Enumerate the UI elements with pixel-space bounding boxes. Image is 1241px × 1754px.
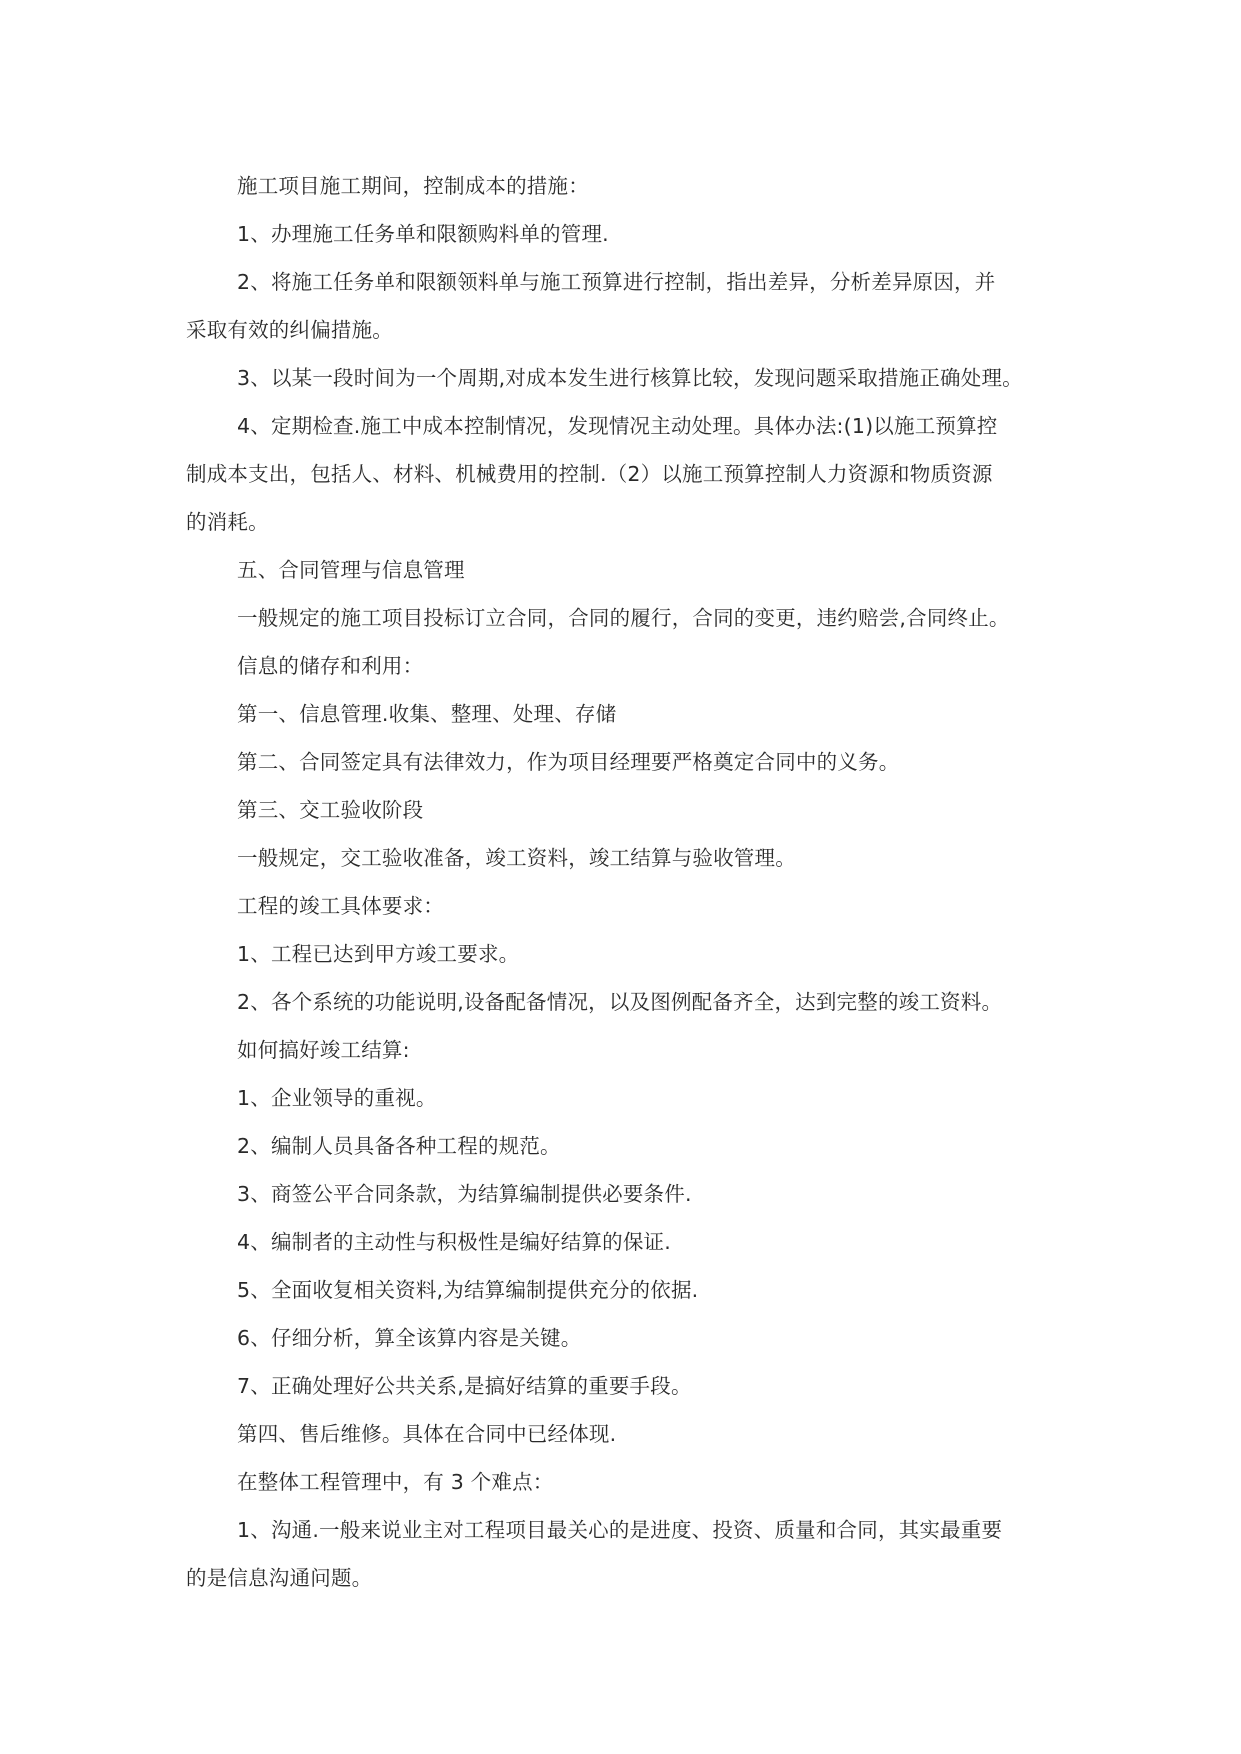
paragraph xyxy=(186,786,1066,834)
paragraph xyxy=(186,1218,1066,1266)
paragraph xyxy=(186,1314,1066,1362)
paragraph xyxy=(186,402,1066,546)
paragraph xyxy=(186,642,1066,690)
text-line: 的是信息沟通问题。 xyxy=(186,1566,373,1590)
text-line: 4、定期检查.施工中成本控制情况，发现情况主动处理。具体办法:(1)以施工预算控 xyxy=(237,414,998,438)
paragraph xyxy=(186,978,1066,1026)
text-line: 第二、合同签定具有法律效力，作为项目经理要严格奠定合同中的义务。 xyxy=(237,750,900,774)
text-line: 施工项目施工期间，控制成本的措施： xyxy=(237,174,589,198)
text-line: 5、全面收复相关资料,为结算编制提供充分的依据. xyxy=(237,1278,699,1302)
text-line: 如何搞好竣工结算: xyxy=(237,1038,410,1062)
paragraph xyxy=(186,1410,1066,1458)
paragraph xyxy=(186,1170,1066,1218)
text-line: 一般规定的施工项目投标订立合同，合同的履行，合同的变更，违约赔尝,合同终止。 xyxy=(237,606,1010,630)
text-line: 在整体工程管理中，有 3 个难点： xyxy=(237,1470,554,1494)
paragraph xyxy=(186,354,1066,402)
text-line: 1、工程已达到甲方竣工要求。 xyxy=(237,942,520,966)
text-line: 3、商签公平合同条款，为结算编制提供必要条件. xyxy=(237,1182,692,1206)
text-line: 1、沟通.一般来说业主对工程项目最关心的是进度、投资、质量和合同，其实最重要 xyxy=(237,1518,1003,1542)
text-line: 3、以某一段时间为一个周期,对成本发生进行核算比较，发现问题采取措施正确处理。 xyxy=(237,366,1023,390)
paragraph xyxy=(186,738,1066,786)
text-line: 信息的储存和利用： xyxy=(237,654,424,678)
paragraph xyxy=(186,690,1066,738)
paragraph xyxy=(186,1362,1066,1410)
text-line: 的消耗。 xyxy=(186,510,269,534)
paragraph xyxy=(186,1074,1066,1122)
paragraph xyxy=(186,258,1066,354)
text-line: 1、企业领导的重视。 xyxy=(237,1086,437,1110)
paragraph xyxy=(186,834,1066,882)
text-line: 2、将施工任务单和限额领料单与施工预算进行控制，指出差异，分析差异原因，并 xyxy=(237,270,996,294)
text-line: 1、办理施工任务单和限额购料单的管理. xyxy=(237,222,609,246)
text-line: 采取有效的纠偏措施。 xyxy=(186,318,393,342)
text-line: 第一、信息管理.收集、整理、处理、存储 xyxy=(237,702,617,726)
text-line: 第四、售后维修。具体在合同中已经体现. xyxy=(237,1422,617,1446)
paragraph xyxy=(186,1506,1066,1602)
text-line: 2、编制人员具备各种工程的规范。 xyxy=(237,1134,561,1158)
text-line: 五、合同管理与信息管理 xyxy=(237,558,465,582)
text-line: 第三、交工验收阶段 xyxy=(237,798,424,822)
text-line: 4、编制者的主动性与积极性是编好结算的保证. xyxy=(237,1230,671,1254)
text-line: 工程的竣工具体要求： xyxy=(237,894,444,918)
text-line: 7、正确处理好公共关系,是搞好结算的重要手段。 xyxy=(237,1374,692,1398)
paragraph xyxy=(186,546,1066,594)
text-line: 制成本支出，包括人、材料、机械费用的控制.（2）以施工预算控制人力资源和物质资源 xyxy=(186,462,993,486)
paragraph xyxy=(186,930,1066,978)
paragraph xyxy=(186,210,1066,258)
paragraph xyxy=(186,1458,1066,1506)
paragraph xyxy=(186,1122,1066,1170)
paragraph xyxy=(186,1266,1066,1314)
paragraph xyxy=(186,882,1066,930)
text-line: 2、各个系统的功能说明,设备配备情况，以及图例配备齐全，达到完整的竣工资料。 xyxy=(237,990,1003,1014)
paragraph xyxy=(186,1026,1066,1074)
paragraph xyxy=(186,594,1066,642)
text-line: 一般规定，交工验收准备，竣工资料，竣工结算与验收管理。 xyxy=(237,846,796,870)
text-line: 6、仔细分析，算全该算内容是关键。 xyxy=(237,1326,582,1350)
document-body xyxy=(186,162,1066,1602)
paragraph xyxy=(186,162,1066,210)
